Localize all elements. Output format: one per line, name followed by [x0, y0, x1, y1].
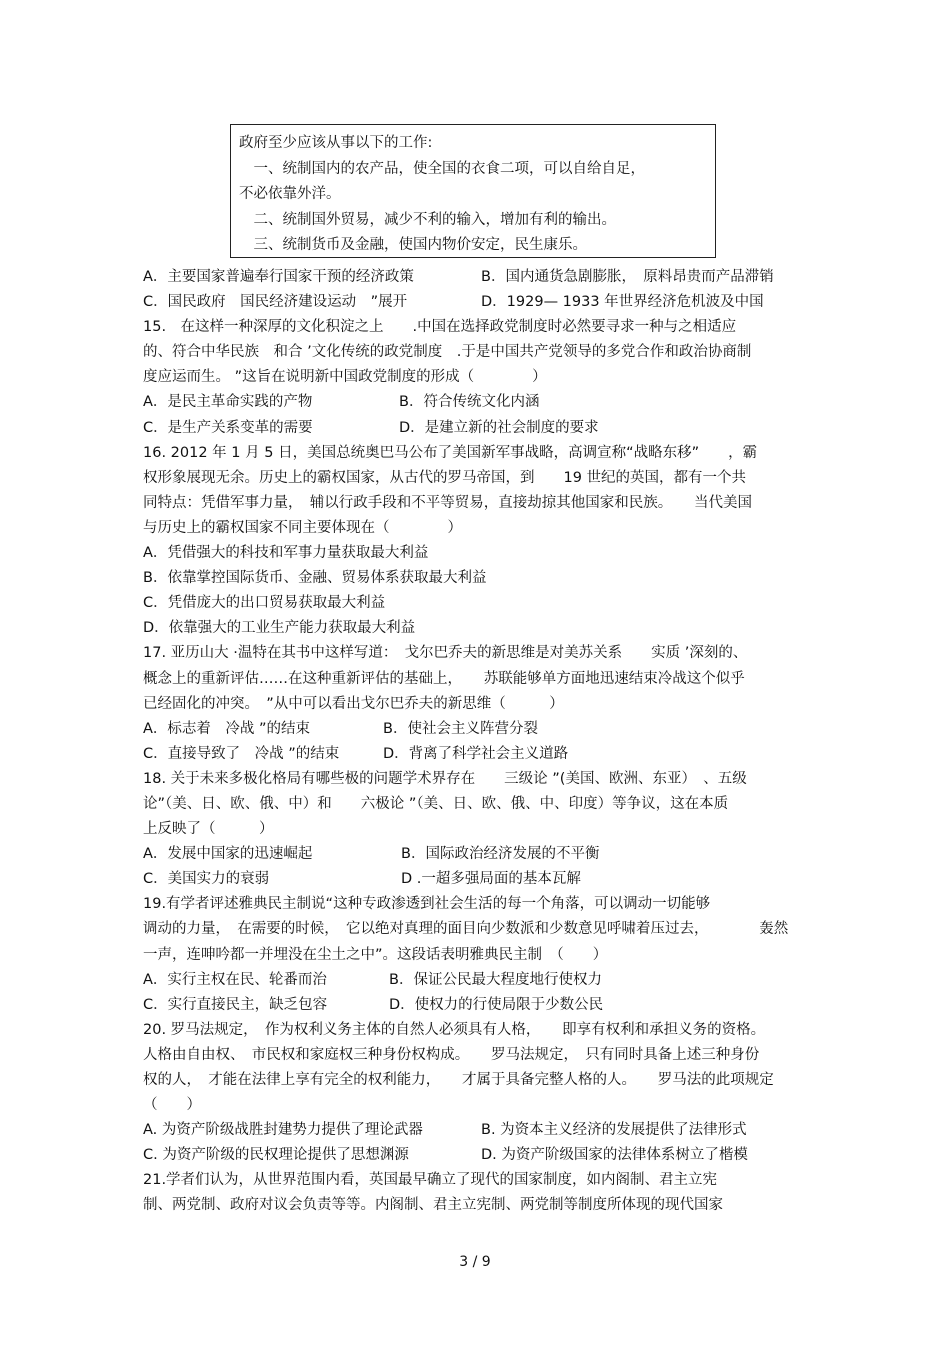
question-stem-line: 与历史上的霸权国家不同主要体现在（ ） — [143, 519, 462, 536]
question-stem-line: 权的人， 才能在法律上享有完全的权利能力， 才属于具备完整人格的人。 罗马法的此项规定 — [143, 1072, 774, 1088]
quote-box — [230, 124, 716, 258]
question-stem-line: 度应运而生。 ”这旨在说明新中国政党制度的形成（ ） — [143, 369, 547, 386]
question-stem-line: 上反映了（ ） — [143, 821, 274, 838]
question-stem-line: 21.学者们认为，从世界范围内看，英国最早确立了现代的国家制度，如内阁制、君主立宪 — [143, 1172, 718, 1189]
option-a: A．发展中国家的迅速崛起 — [143, 846, 313, 863]
option-b: B．符合传统文化内涵 — [399, 394, 540, 411]
option-c: C．是生产关系变革的需要 — [143, 419, 313, 436]
option-row — [143, 993, 813, 1018]
quote-line: 三、统制货币及金融，使国内物价安定，民生康乐。 — [239, 237, 587, 253]
question-stem-line: 论”（美、日、欧、俄、中）和 六极论 ”（美、日、欧、俄、中、印度）等争议，这在本质 — [143, 795, 729, 812]
question-stem-line: （ ） — [143, 1097, 201, 1114]
option-row — [143, 390, 813, 415]
option-row — [143, 265, 813, 290]
question-stem-line: 的、符合中华民族 和合 ’文化传统的政党制度 .于是中国共产党领导的多党合作和政治协商制 — [143, 344, 752, 361]
option-a: A．实行主权在民、轮番而治 — [143, 971, 327, 988]
question-stem-line: 已经固化的冲突。 ”从中可以看出戈尔巴乔夫的新思维（ ） — [143, 695, 564, 712]
question-stem-line: 制、两党制、政府对议会负责等等。内阁制、君主立宪制、两党制等制度所体现的现代国家 — [143, 1197, 723, 1214]
option-row — [143, 416, 813, 441]
option-a: A. 为资产阶级战胜封建势力提供了理论武器 — [143, 1122, 423, 1139]
quote-line: 政府至少应该从事以下的工作: — [239, 135, 433, 151]
quote-line: 不必依靠外洋。 — [239, 186, 341, 202]
option-c: C．凭借庞大的出口贸易获取最大利益 — [143, 595, 386, 612]
question-stem-line: 18. 关于未来多极化格局有哪些极的问题学术界存在 三级论 ”(美国、欧洲、东亚） 、五级 — [143, 770, 747, 787]
question-stem-line: 16. 2012 年 1 月 5 日，美国总统奥巴马公布了美国新军事战略，高调宣称“战略东移” ，霸 — [143, 444, 758, 461]
question-list — [143, 265, 813, 1219]
option-row — [143, 742, 813, 767]
option-c: C. 为资产阶级的民权理论提供了思想渊源 — [143, 1147, 409, 1164]
question-stem-line: 调动的力量， 在需要的时候， 它以绝对真理的面目向少数派和少数意见呼啸着压过去， 轰然 — [143, 921, 789, 938]
option-d: D．1929— 1933 年世界经济危机波及中国 — [481, 294, 764, 311]
option-a: A．是民主革命实践的产物 — [143, 394, 313, 411]
question-stem-line: 概念上的重新评估……在这种重新评估的基础上， 苏联能够单方面地迅速结束冷战这个似乎 — [143, 670, 745, 687]
option-a: A．主要国家普遍奉行国家干预的经济政策 — [143, 269, 414, 285]
option-row — [143, 842, 813, 867]
option-a: A．凭借强大的科技和军事力量获取最大利益 — [143, 545, 429, 562]
option-a: A．标志着 冷战 ”的结束 — [143, 720, 311, 737]
option-c: C．直接导致了 冷战 ”的结束 — [143, 745, 340, 762]
option-b: B．国际政治经济发展的不平衡 — [401, 846, 600, 863]
option-b: B．使社会主义阵营分裂 — [383, 720, 538, 737]
option-d: D .一超多强局面的基本瓦解 — [401, 871, 581, 888]
option-d: D．使权力的行使局限于少数公民 — [389, 996, 604, 1013]
question-stem-line: 同特点：凭借军事力量， 辅以行政手段和不平等贸易，直接劫掠其他国家和民族。 当代美国 — [143, 494, 752, 511]
option-d: D．依靠强大的工业生产能力获取最大利益 — [143, 620, 416, 637]
option-b: B．保证公民最大程度地行使权力 — [389, 971, 602, 988]
quote-line: 二、统制国外贸易，减少不利的输入，增加有利的输出。 — [239, 211, 616, 228]
option-row — [143, 717, 813, 742]
option-b: B. 为资本主义经济的发展提供了法律形式 — [481, 1122, 747, 1139]
option-row — [143, 1143, 813, 1168]
page-number: 3 / 9 — [459, 1254, 491, 1270]
option-d: D. 为资产阶级国家的法律体系树立了楷模 — [481, 1147, 748, 1164]
question-stem-line: 人格由自由权、 市民权和家庭权三种身份权构成。 罗马法规定， 只有同时具备上述三种身份 — [143, 1046, 760, 1063]
option-row — [143, 867, 813, 892]
question-stem-line: 20. 罗马法规定， 作为权利义务主体的自然人必须具有人格， 即享有权利和承担义务的资格。 — [143, 1021, 766, 1038]
question-stem-line: 权形象展现无余。历史上的霸权国家，从古代的罗马帝国，到 19 世纪的英国，都有一个共 — [143, 469, 747, 486]
option-d: D．是建立新的社会制度的要求 — [399, 419, 599, 436]
option-c: C．国民政府 国民经济建设运动 ”展开 — [143, 294, 408, 311]
quote-line: 一、统制国内的农产品，使全国的衣食二项，可以自给自足， — [239, 160, 645, 177]
option-row — [143, 1118, 813, 1143]
option-c: C．美国实力的衰弱 — [143, 871, 270, 888]
option-b: B．依靠掌控国际货币、金融、贸易体系获取最大利益 — [143, 570, 487, 587]
question-stem-line: 17. 亚历山大 ·温特在其书中这样写道： 戈尔巴乔夫的新思维是对美苏关系 实质 ’深刻的、 — [143, 645, 748, 662]
question-stem-line: 一声，连呻吟都一并埋没在尘土之中”。这段话表明雅典民主制 （ ） — [143, 946, 608, 963]
option-row — [143, 290, 813, 315]
option-c: C．实行直接民主，缺乏包容 — [143, 996, 328, 1013]
option-b: B．国内通货急剧膨胀， 原料昂贵而产品滞销 — [481, 269, 774, 285]
option-d: D．背离了科学社会主义道路 — [383, 745, 569, 762]
option-row — [143, 968, 813, 993]
question-stem-line: 15. 在这样一种深厚的文化积淀之上 .中国在选择政党制度时必然要寻求一种与之相适应 — [143, 319, 737, 336]
question-stem-line: 19.有学者评述雅典民主制说“这种专政渗透到社会生活的每一个角落，可以调动一切能够 — [143, 896, 711, 913]
